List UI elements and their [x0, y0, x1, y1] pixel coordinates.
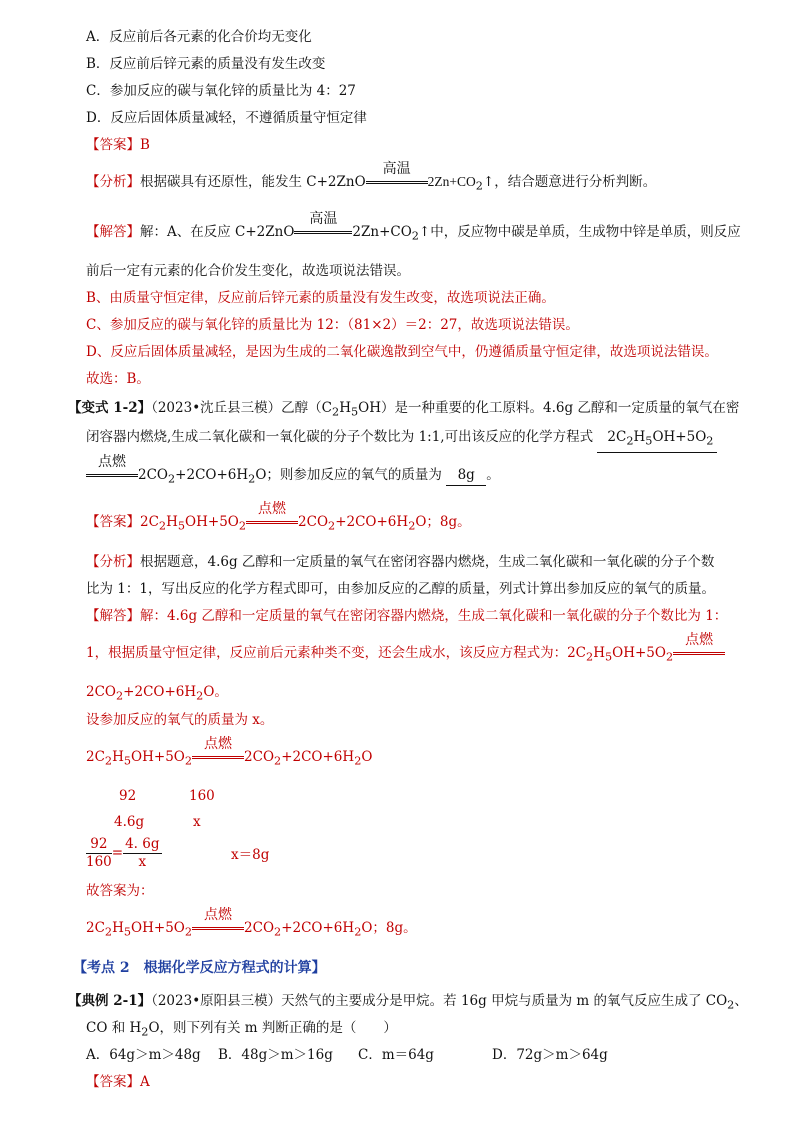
section-heading: 【考点 2 根据化学反应方程式的计算】	[73, 960, 326, 976]
q2-solution-line-2: 1，根据质量守恒定律，反应前后元素种类不变，还会生成水，该反应方程式为：$2C_2H_5OH+5O_2$ 点燃	[86, 643, 725, 668]
q3-label: 【典例 2-1】	[68, 993, 152, 1009]
q3-stem-line-2: CO 和 $H_2O$，则下列有关 m 判断正确的是（ ）	[86, 1020, 397, 1039]
q2-analysis-line-1: 【分析】根据题意，4.6g 乙醇和一定质量的氧气在密闭容器内燃烧，生成二氧化碳和一氧化碳的分子个数	[86, 554, 715, 570]
q3-answer-line	[86, 1072, 150, 1092]
q2-equation: $2C_2H_5OH+5O_2$ 点燃 $2CO_2+2CO+6H_2O$	[86, 736, 373, 768]
q3-option-c: C．m＝64g	[358, 1047, 434, 1063]
q2-solution-line-1: 【解答】解：4.6g 乙醇和一定质量的氧气在密闭容器内燃烧，生成二氧化碳和一氧化碳的分子个数比为 1：	[86, 608, 728, 624]
q3-option-a: A．64g＞m＞48g	[86, 1047, 201, 1063]
answer-value: B	[140, 137, 150, 153]
q1-solution-line-1: 【解答】解：A、在反应 C+2ZnO 高温 $2Zn+CO_2↑$中，反应物中碳是单质，生成物中锌是单质，则反应	[86, 211, 741, 243]
q2-analysis-line-2: 比为 1：1，写出反应的化学方程式即可，由参加反应的乙醇的质量，列式计算出参加反应的氧气的质量。	[86, 581, 715, 597]
answer-label: 【答案】	[86, 514, 140, 530]
fraction-92-160: $\frac{92}{160}$	[86, 836, 112, 870]
q2-solution-line-3: $2CO_2+2CO+6H_2O$。	[86, 684, 228, 703]
analysis-label: 【分析】	[86, 174, 140, 190]
q1-answer-line	[86, 135, 150, 155]
q1-solution-line-5: D、反应后固体质量减轻，是因为生成的二氧化碳逸散到空气中，仍遵循质量守恒定律，故选项说法错误。	[86, 344, 718, 360]
solution-label: 【解答】	[86, 224, 140, 240]
result-x: x＝8g	[231, 847, 270, 863]
q1-analysis-line: 【分析】根据碳具有还原性，能发生 C+2ZnO 高温 $2Zn+CO_2↑$，结合题意进行分析判断。	[86, 161, 657, 193]
analysis-label: 【分析】	[86, 554, 140, 570]
analysis-text: 根据碳具有还原性，能发生 C+2ZnO	[140, 174, 366, 190]
q1-solution-line-6: 故选：B。	[86, 371, 150, 387]
answer-value: A	[140, 1074, 150, 1090]
q2-stem-line-3: 点燃 $2CO_2+2CO+6H_2O$；则参加反应的氧气的质量为 8g 。	[86, 465, 500, 490]
solution-label: 【解答】	[86, 608, 140, 624]
q2-label: 【变式 1-2】	[68, 400, 152, 416]
answer-blank-1: $2C_2H_5OH+5O_2$	[597, 427, 717, 453]
mass-160: 160	[189, 788, 215, 804]
q1-option-a: A．反应前后各元素的化合价均无变化	[86, 29, 312, 45]
q2-answer-line: 【答案】$2C_2H_5OH+5O_2$ 点燃 $2CO_2+2CO+6H_2O$；8g。	[86, 501, 471, 533]
q1-solution-line-3: B、由质量守恒定律，反应前后锌元素的质量没有发生改变，故选项说法正确。	[86, 290, 555, 306]
mass-4.6g: 4.6g	[114, 814, 145, 830]
q1-solution-line-4: C、参加反应的碳与氧化锌的质量比为 12：（81×2）＝2：27，故选项说法错误。	[86, 317, 579, 333]
proportion: $\frac{92}{160}$ = $\frac{4. 6g}{x}$	[86, 836, 160, 870]
q3-option-b: B．48g＞m＞16g	[218, 1047, 333, 1063]
answer-label: 【答案】	[86, 137, 140, 153]
q2-final-answer: $2C_2H_5OH+5O_2$ 点燃 $2CO_2+2CO+6H_2O$；8g。	[86, 907, 417, 939]
q1-option-b: B．反应前后锌元素的质量没有发生改变	[86, 56, 326, 72]
q3-option-d: D．72g＞m＞64g	[492, 1047, 608, 1063]
fraction-4.6g-x: $\frac{4. 6g}{x}$	[125, 836, 160, 870]
answer-blank-2: 8g	[446, 465, 486, 486]
q2-stem-line-2: 闭容器内燃烧,生成二氧化碳和一氧化碳的分子个数比为 1:1,可出该反应的化学方程式 $2C_2H_5OH+5O_2$	[86, 427, 717, 453]
q2-solution-set-line: 设参加反应的氧气的质量为 x。	[86, 712, 274, 728]
so-answer-label: 故答案为：	[86, 883, 154, 899]
q1-option-c: C．参加反应的碳与氧化锌的质量比为 4：27	[86, 83, 356, 99]
mass-92: 92	[119, 788, 137, 804]
q1-option-d: D．反应后固体质量减轻，不遵循质量守恒定律	[86, 110, 367, 126]
answer-label: 【答案】	[86, 1074, 140, 1090]
q3-stem-line-1: 【典例 2-1】（2023•原阳县三模）天然气的主要成分是甲烷。若 16g 甲烷与质量为 m 的氧气反应生成了 $CO_2$、	[68, 993, 748, 1012]
q2-stem-line-1: 【变式 1-2】（2023•沈丘县三模）乙醇$(C_2H_5OH)$是一种重要的化工原料。4.6g 乙醇和一定质量的氧气在密	[68, 400, 740, 419]
mass-x: x	[193, 814, 201, 830]
q1-solution-line-2: 前后一定有元素的化合价发生变化，故选项说法错误。	[86, 263, 410, 279]
